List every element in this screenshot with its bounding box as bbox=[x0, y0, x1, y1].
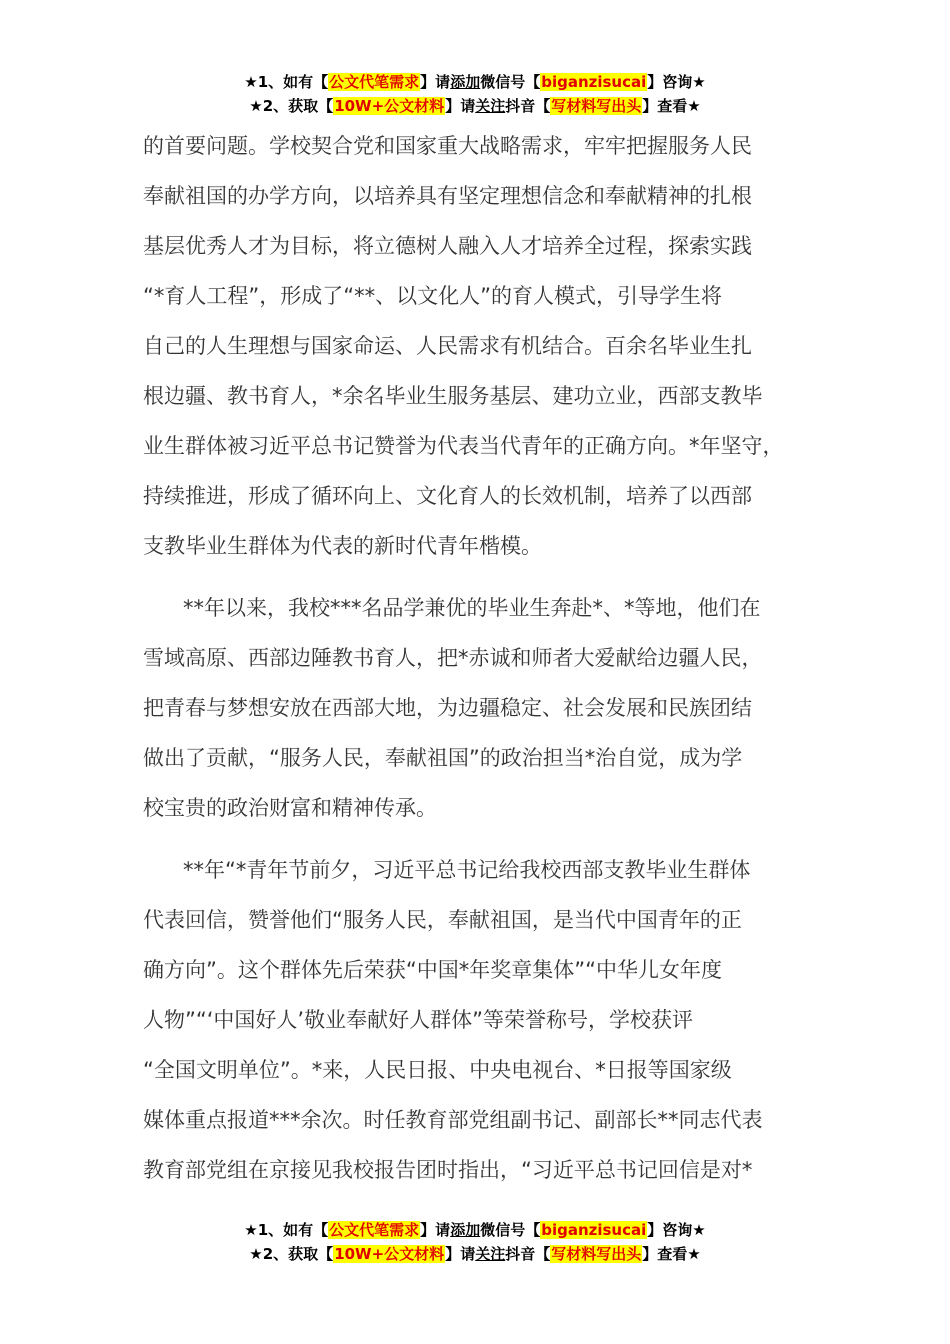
banner-text: 】请 bbox=[420, 73, 451, 91]
header-banner bbox=[0, 70, 950, 118]
banner-text: 】查看★ bbox=[642, 1245, 701, 1263]
text-line: 根边疆、教书育人，*余名毕业生服务基层、建功立业，西部支教毕 bbox=[143, 384, 763, 408]
text-line: “*育人工程”，形成了“**、以文化人”的育人模式，引导学生将 bbox=[143, 284, 723, 308]
highlight-douyin: 写材料写出头 bbox=[551, 1245, 642, 1263]
text-line: 业生群体被习近平总书记赞誉为代表当代青年的正确方向。*年坚守， bbox=[143, 434, 784, 458]
highlight-douyin: 写材料写出头 bbox=[551, 97, 642, 115]
paragraph-gap bbox=[143, 571, 823, 583]
text-line: 人物”“‘中国好人’敬业奉献好人群体”等荣誉称号，学校获评 bbox=[143, 1008, 693, 1032]
banner-emphasis: 添加 bbox=[450, 73, 481, 91]
banner-emphasis: 关注 bbox=[475, 97, 506, 115]
banner-text: 微信号【 bbox=[480, 73, 541, 91]
text-line: 支教毕业生群体为代表的新时代青年楷模。 bbox=[143, 534, 542, 558]
banner-text: 】咨询★ bbox=[647, 73, 706, 91]
banner-emphasis: 添加 bbox=[450, 1221, 481, 1239]
banner-text: 】查看★ bbox=[642, 97, 701, 115]
banner-text: 抖音【 bbox=[505, 1245, 551, 1263]
highlight-wechat-id: biganzisucai bbox=[541, 1221, 647, 1239]
banner-line-2 bbox=[0, 94, 950, 118]
text-line: 校宝贵的政治财富和精神传承。 bbox=[143, 796, 437, 820]
text-line: 自己的人生理想与国家命运、人民需求有机结合。百余名毕业生扎 bbox=[143, 334, 752, 358]
highlight-service: 公文代笔需求 bbox=[329, 1221, 420, 1239]
text-line: “全国文明单位”。*来，人民日报、中央电视台、*日报等国家级 bbox=[143, 1058, 732, 1082]
text-line: 确方向”。这个群体先后荣获“中国*年奖章集体”“中华儿女年度 bbox=[143, 958, 723, 982]
text-line: 的首要问题。学校契合党和国家重大战略需求，牢牢把握服务人民 bbox=[143, 134, 752, 158]
banner-text: 】请 bbox=[445, 97, 476, 115]
paragraph-gap bbox=[143, 833, 823, 845]
paragraph bbox=[143, 845, 823, 1195]
banner-text: ★1、如有【 bbox=[244, 1221, 329, 1239]
text-line: **年“*青年节前夕，习近平总书记给我校西部支教毕业生群体 bbox=[183, 858, 751, 882]
highlight-service: 公文代笔需求 bbox=[329, 73, 420, 91]
text-line: 雪域高原、西部边陲教书育人，把*赤诚和师者大爱献给边疆人民， bbox=[143, 646, 763, 670]
text-line: **年以来，我校***名品学兼优的毕业生奔赴*、*等地，他们在 bbox=[183, 596, 761, 620]
banner-text: 】咨询★ bbox=[647, 1221, 706, 1239]
highlight-materials: 10W+公文材料 bbox=[334, 1245, 445, 1263]
banner-emphasis: 关注 bbox=[475, 1245, 506, 1263]
banner-line-1 bbox=[0, 1218, 950, 1242]
banner-text: ★1、如有【 bbox=[244, 73, 329, 91]
paragraph bbox=[143, 583, 823, 833]
highlight-materials: 10W+公文材料 bbox=[334, 97, 445, 115]
highlight-wechat-id: biganzisucai bbox=[541, 73, 647, 91]
banner-line-2 bbox=[0, 1242, 950, 1266]
text-line: 代表回信，赞誉他们“服务人民，奉献祖国，是当代中国青年的正 bbox=[143, 908, 742, 932]
text-line: 持续推进，形成了循环向上、文化育人的长效机制，培养了以西部 bbox=[143, 484, 752, 508]
banner-text: 抖音【 bbox=[505, 97, 551, 115]
text-line: 奉献祖国的办学方向，以培养具有坚定理想信念和奉献精神的扎根 bbox=[143, 184, 752, 208]
text-line: 媒体重点报道***余次。时任教育部党组副书记、副部长**同志代表 bbox=[143, 1108, 763, 1132]
document-body bbox=[143, 121, 823, 1195]
text-line: 做出了贡献，“服务人民，奉献祖国”的政治担当*治自觉，成为学 bbox=[143, 746, 743, 770]
text-line: 把青春与梦想安放在西部大地，为边疆稳定、社会发展和民族团结 bbox=[143, 696, 752, 720]
banner-text: 】请 bbox=[420, 1221, 451, 1239]
banner-text: 微信号【 bbox=[480, 1221, 541, 1239]
text-line: 教育部党组在京接见我校报告团时指出，“习近平总书记回信是对* bbox=[143, 1158, 753, 1182]
footer-banner bbox=[0, 1218, 950, 1266]
paragraph bbox=[143, 121, 823, 571]
banner-text: ★2、获取【 bbox=[249, 1245, 334, 1263]
banner-line-1 bbox=[0, 70, 950, 94]
text-line: 基层优秀人才为目标，将立德树人融入人才培养全过程，探索实践 bbox=[143, 234, 752, 258]
banner-text: 】请 bbox=[445, 1245, 476, 1263]
banner-text: ★2、获取【 bbox=[249, 97, 334, 115]
